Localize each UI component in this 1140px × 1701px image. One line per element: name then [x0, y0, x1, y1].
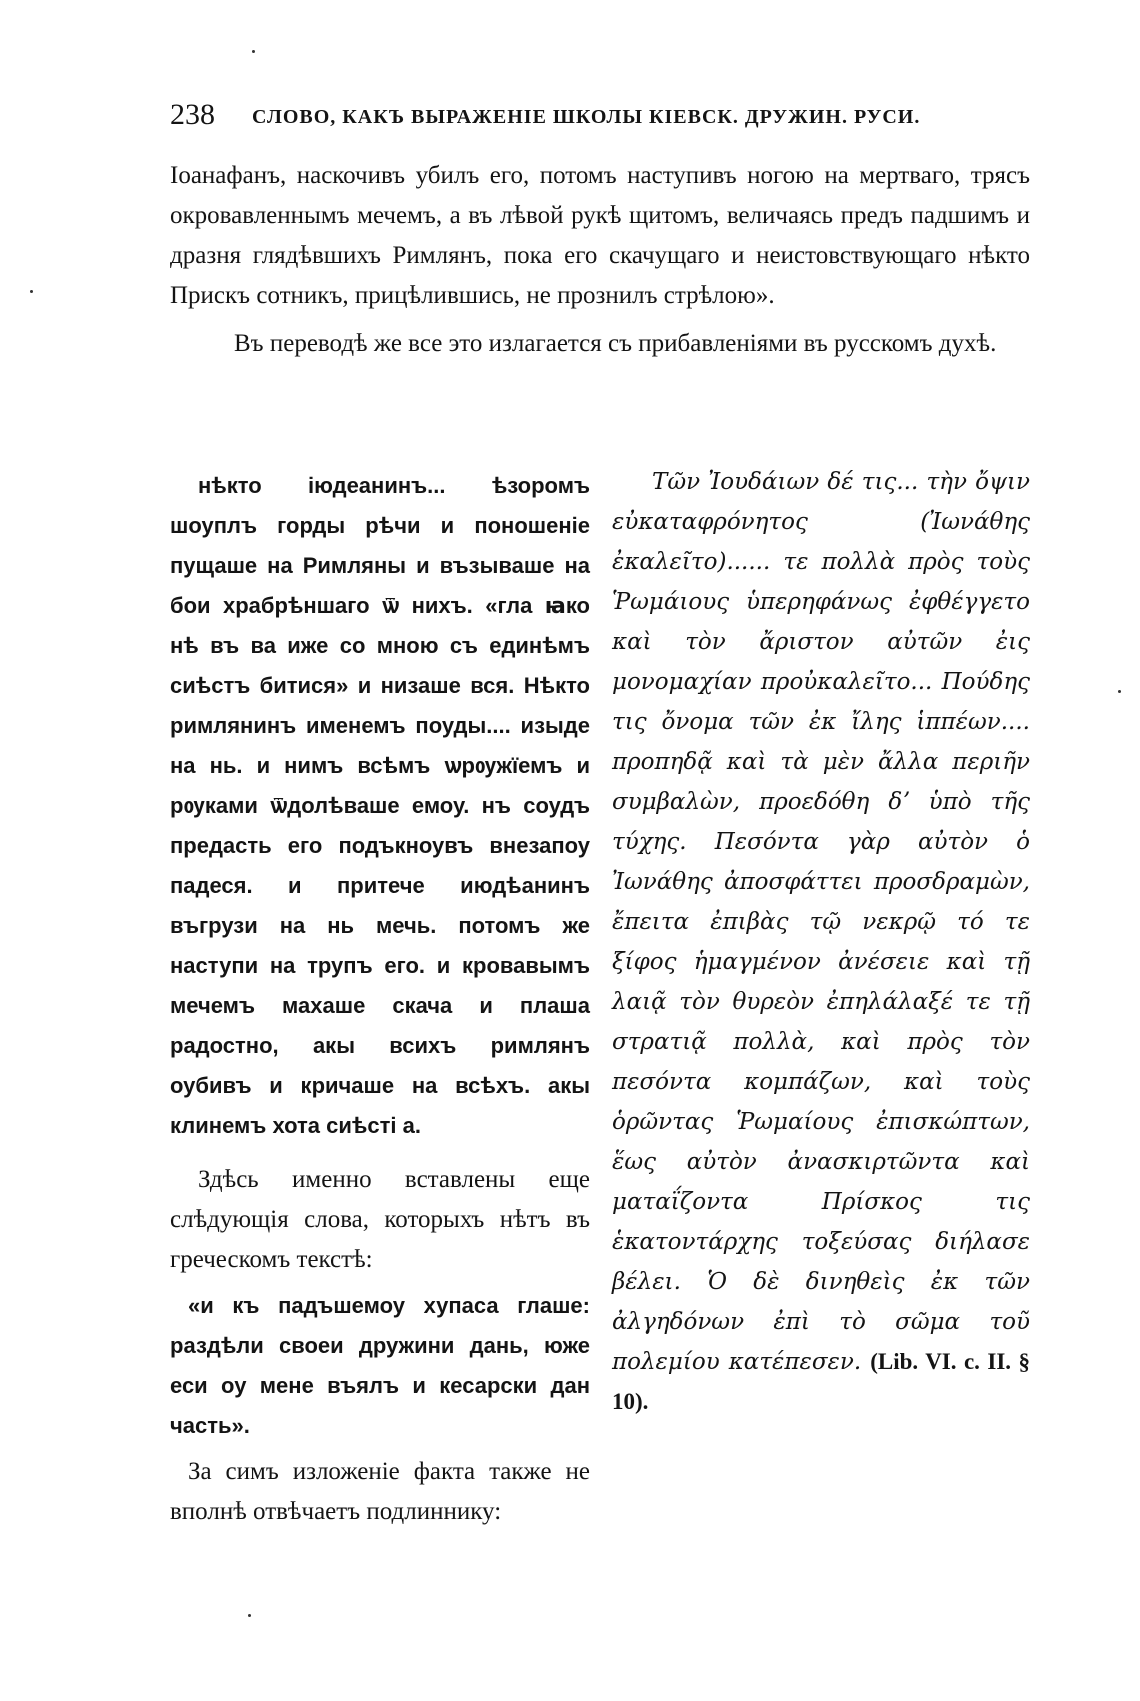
right-column: [612, 462, 1030, 1422]
print-speck: [30, 290, 33, 293]
left-column: [170, 466, 590, 1532]
greek-text: Τῶν Ἰουδάιων δέ τις... τὴν ὄψιν εὐκαταφρόνητος (Ἰωνάθης ἐκαλεῖτο)...... τε πολλὰ πρὸς τοὺς Ῥωμάιους ὑπερηφάνως ἐφθέγγετο καὶ τὸν ἄριστον αὐτῶν ἐις μονομαχίαν προὐκαλεῖτο... Πούδης τις ὄνομα τῶν ἐκ ἴλης ἱππέων.... προπηδᾷ καὶ τὰ μὲν ἄλλα περιῆν συμβαλὼν, προεδόθη δʼ ὑπὸ τῆς τύχης. Πεσόντα γὰρ αὐτὸν ὁ Ἰωνάθης ἀποσφάττει προσδραμὼν, ἔπειτα ἐπιβὰς τῷ νεκρῷ τό τε ξίφος ἡμαγμένον ἀνέσειε καὶ τῇ λαιᾷ τὸν θυρεὸν ἐπηλάλαξέ τε τῇ στρατιᾷ πολλὰ, καὶ πρὸς τὸν πεσόντα κομπάζων, καὶ τοὺς ὁρῶντας Ῥωμαίους ἐπισκώπτων, ἕως αὐτὸν ἀνασκιρτῶντα καὶ ματαΐζοντα Πρίσκος τις ἑκατοντάρχης τοξεύσας διήλασε βέλει. Ὁ δὲ δινηθεὶς ἐκ τῶν ἀλγηδόνων ἐπὶ τὸ σῶμα τοῦ πολεμίου κατέπεσεν.: [612, 469, 1030, 1375]
print-speck: [252, 50, 255, 53]
commentary-paragraph: Здѣсь именно вставлены еще слѣдующія слова, которыхъ нѣтъ въ греческомъ текстѣ:: [170, 1166, 590, 1273]
print-speck: [248, 1614, 251, 1617]
running-title: СЛОВО, КАКЪ ВЫРАЖЕНІЕ ШКОЛЫ КІЕВСК. ДРУЖИН. РУСИ.: [252, 106, 921, 128]
greek-original: [612, 462, 1030, 1422]
slavonic-translation: нѣкто іюдеанинъ... ѣзоромъ шоуплъ горды рѣчи и поношеніе пущаше на Римляны и възываше на бои храбрѣншаго ѿ нихъ. «гла ꙗко нѣ въ ва иже со мною съ единѣмъ сиѣстъ битися» и низаше вся. Нѣкто римлянинъ именемъ поуды.... изыде на нь. и нимъ всѣмъ ѡрѹжїемъ и рѹками ѿдолѣваше емоу. нъ соудъ предасть его подъкноувъ внезапоу падеся. и притече июдѣанинъ въгрузи на нь мечь. потомъ же наступи на трупъ его. и кровавымъ мечемъ махаше скача и плаша радостно, акы всихъ римлянъ оубивъ и кричаше на всѣхъ. акы клинемъ хота сиѣсті а.: [170, 473, 590, 1138]
print-speck: [1118, 690, 1121, 693]
page-header: [170, 98, 1030, 138]
intro-paragraph-2: Въ переводѣ же все это излагается съ прибавленіями въ русскомъ духѣ.: [234, 330, 997, 357]
intro-text: [170, 156, 1030, 364]
commentary-paragraph-2: За симъ изложеніе факта также не вполнѣ отвѣчаетъ подлиннику:: [170, 1458, 590, 1525]
slavonic-quote: «и къ падъшемоу хупаса глаше: раздѣли своеи дружини дань, юже еси оу мене въялъ и кесарски дан часть».: [170, 1293, 590, 1438]
intro-paragraph-1: Іоанафанъ, наскочивъ убилъ его, потомъ наступивъ ногою на мертваго, трясъ окровавленнымъ мечемъ, а въ лѣвой рукѣ щитомъ, величаясь предъ падшимъ и дразня глядѣвшихъ Римлянъ, пока его скачущаго и неистовствующаго нѣкто Прискъ сотникъ, прицѣлившись, не прознилъ стрѣлою».: [170, 162, 1030, 309]
page-number: 238: [170, 98, 215, 131]
source-citation: (Lib. VI. c. II. § 10).: [612, 1349, 1031, 1414]
